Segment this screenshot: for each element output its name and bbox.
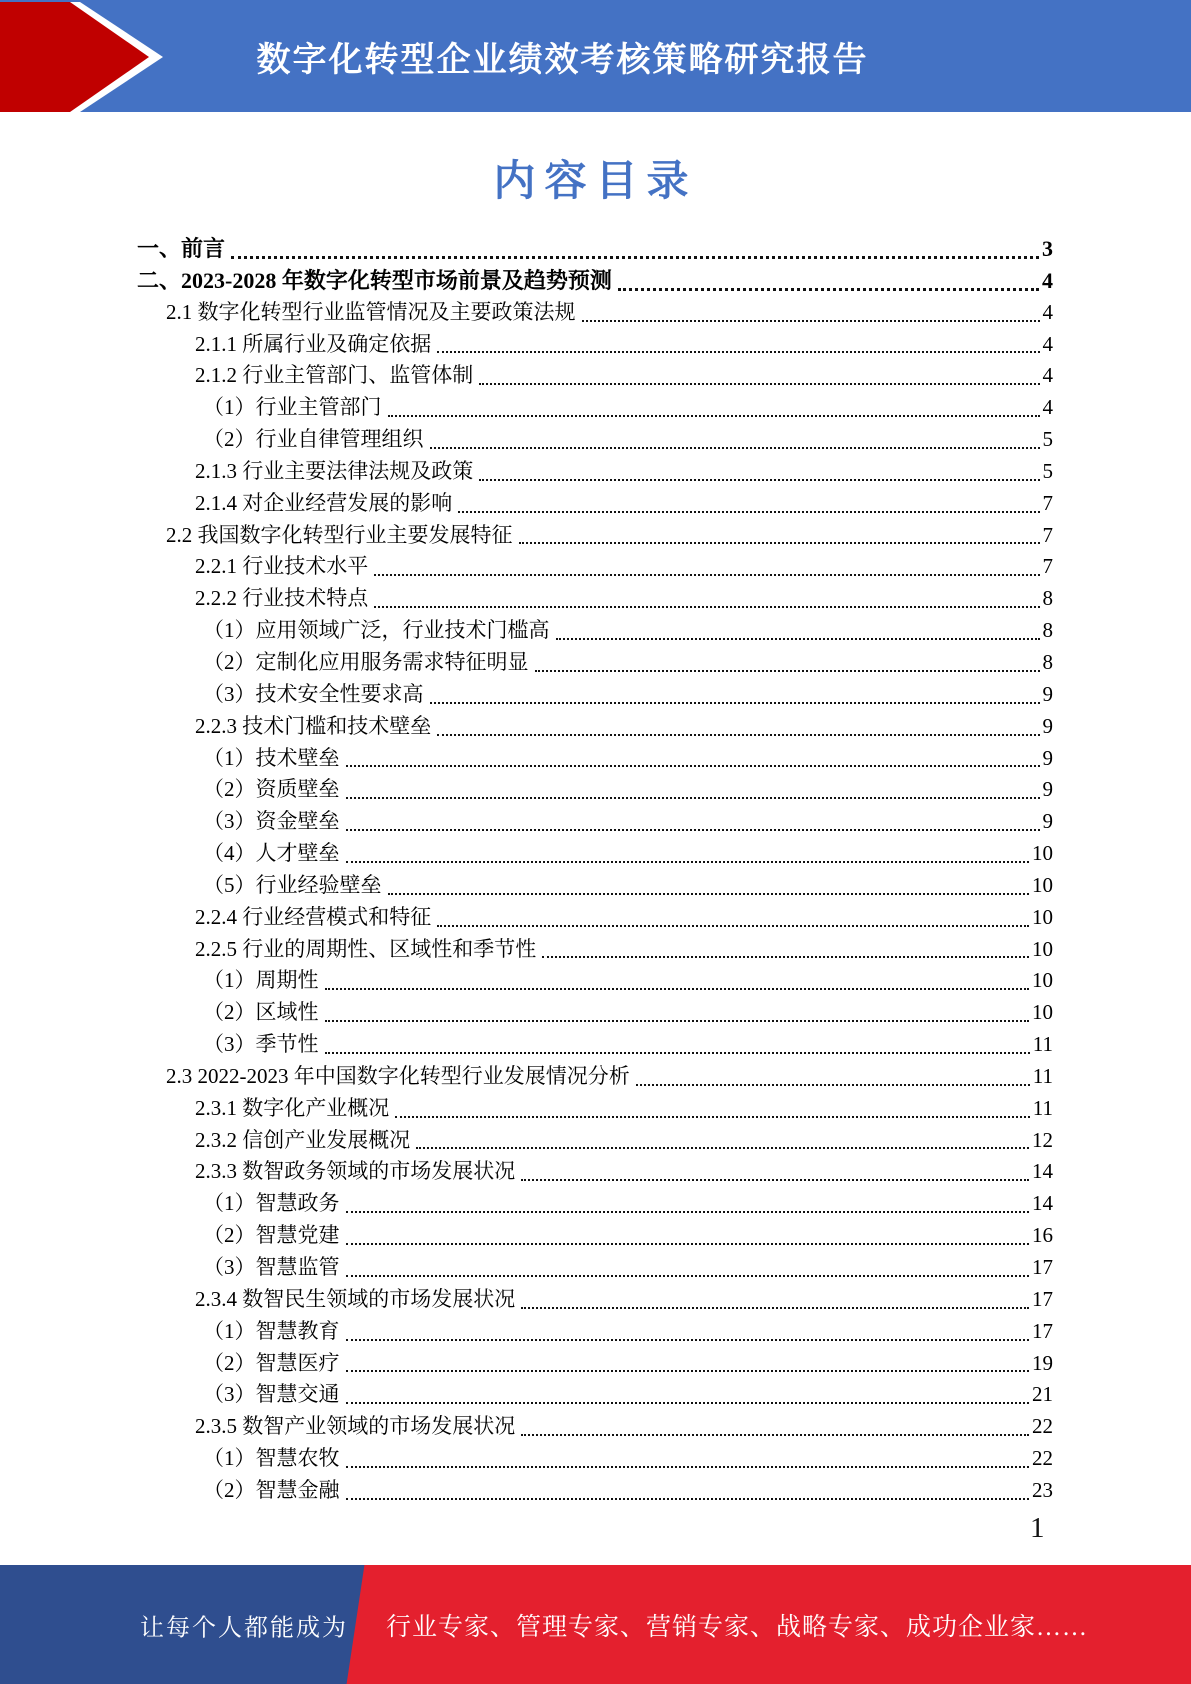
toc-entry[interactable]	[0, 1411, 1053, 1443]
toc-entry[interactable]	[0, 1188, 1053, 1220]
dotted-leader	[479, 479, 1039, 481]
dotted-leader	[325, 1020, 1030, 1022]
toc-entry[interactable]	[0, 392, 1053, 424]
toc-entry-label: 2.3 2022-2023 年中国数字化转型行业发展情况分析	[166, 1063, 630, 1088]
toc-entry-label: 2.3.3 数智政务领域的市场发展状况	[195, 1159, 516, 1184]
toc-entry[interactable]	[0, 1061, 1053, 1093]
dotted-leader	[437, 351, 1039, 353]
dotted-leader	[542, 956, 1029, 958]
toc-entry-page: 10	[1032, 841, 1053, 866]
toc-entry[interactable]	[0, 1348, 1053, 1380]
dotted-leader	[346, 765, 1040, 767]
footer-banner	[0, 1565, 1191, 1684]
report-header-bar	[0, 0, 1191, 112]
toc-entry[interactable]	[0, 1093, 1053, 1125]
toc-entry[interactable]	[0, 1220, 1053, 1252]
toc-entry[interactable]	[0, 1379, 1053, 1411]
dotted-leader	[325, 1052, 1030, 1054]
dotted-leader	[416, 1147, 1029, 1149]
toc-entry-page: 14	[1032, 1159, 1053, 1184]
toc-entry-page: 4	[1042, 363, 1053, 388]
dotted-leader	[618, 288, 1039, 291]
dotted-leader	[346, 1211, 1030, 1213]
dotted-leader	[346, 1402, 1030, 1404]
toc-entry-page: 9	[1042, 681, 1053, 706]
toc-entry[interactable]	[0, 774, 1053, 806]
toc-entry[interactable]	[0, 520, 1053, 552]
toc-entry-label: （1）应用领域广泛，行业技术门槛高	[203, 618, 550, 643]
toc-entry-label: 2.2.4 行业经营模式和特征	[195, 904, 432, 929]
toc-entry-page: 4	[1042, 395, 1053, 420]
dotted-leader	[430, 702, 1040, 704]
toc-entry-label: 2.1 数字化转型行业监管情况及主要政策法规	[166, 299, 576, 324]
toc-entry-label: （3）技术安全性要求高	[203, 681, 424, 706]
dotted-leader	[374, 606, 1039, 608]
toc-entry-page: 17	[1032, 1318, 1053, 1343]
toc-entry[interactable]	[0, 297, 1053, 329]
toc-entry-page: 7	[1042, 490, 1053, 515]
footer-slogan-left: 让每个人都能成为	[140, 1615, 348, 1641]
toc-entry[interactable]	[0, 870, 1053, 902]
toc-entry-page: 14	[1032, 1191, 1053, 1216]
report-title: 数字化转型企业绩效考核策略研究报告	[256, 40, 869, 79]
toc-entry[interactable]	[0, 1252, 1053, 1284]
dotted-leader	[535, 670, 1040, 672]
toc-entry[interactable]	[0, 934, 1053, 966]
toc-entry-label: 2.3.2 信创产业发展概况	[195, 1127, 411, 1152]
toc-entry-page: 5	[1042, 458, 1053, 483]
toc-entry-page: 10	[1032, 968, 1053, 993]
toc-entry-page: 22	[1032, 1414, 1053, 1439]
toc-entry-label: （2）智慧医疗	[203, 1350, 340, 1375]
dotted-leader	[346, 1498, 1030, 1500]
toc-entry-label: 2.1.3 行业主要法律法规及政策	[195, 458, 474, 483]
dotted-leader	[374, 574, 1039, 576]
toc-entry-page: 9	[1042, 777, 1053, 802]
toc-entry-label: （2）定制化应用服务需求特征明显	[203, 649, 529, 674]
toc-entry-label: 2.3.4 数智民生领域的市场发展状况	[195, 1286, 516, 1311]
toc-entry-page: 10	[1032, 872, 1053, 897]
toc-entry[interactable]	[0, 743, 1053, 775]
toc-entry[interactable]	[0, 1475, 1053, 1507]
dotted-leader	[325, 988, 1030, 990]
toc-entry-label: （2）资质壁垒	[203, 777, 340, 802]
dotted-leader	[346, 1370, 1030, 1372]
toc-entry-page: 5	[1042, 427, 1053, 452]
toc-entry-page: 8	[1042, 586, 1053, 611]
toc-entry-page: 10	[1032, 1000, 1053, 1025]
toc-entry-label: （1）智慧政务	[203, 1191, 340, 1216]
toc-entry[interactable]	[0, 360, 1053, 392]
toc-entry[interactable]	[0, 902, 1053, 934]
dotted-leader	[346, 1466, 1030, 1468]
toc-entry[interactable]	[0, 1029, 1053, 1061]
toc-entry[interactable]	[0, 1125, 1053, 1157]
dotted-leader	[479, 383, 1039, 385]
dotted-leader	[519, 542, 1040, 544]
toc-entry-page: 11	[1032, 1095, 1053, 1120]
toc-entry-page: 4	[1042, 267, 1053, 293]
toc-entry-page: 3	[1042, 236, 1053, 261]
dotted-leader	[458, 511, 1039, 513]
toc-heading: 内容目录	[493, 159, 698, 205]
toc-entry[interactable]	[0, 647, 1053, 679]
toc-entry-label: （3）季节性	[203, 1032, 319, 1057]
dotted-leader	[636, 1084, 1030, 1086]
dotted-leader	[388, 893, 1030, 895]
toc-entry-label: （2）行业自律管理组织	[203, 427, 424, 452]
dotted-leader	[388, 415, 1040, 417]
toc-entry-label: 2.2.2 行业技术特点	[195, 586, 369, 611]
toc-entry-page: 8	[1042, 618, 1053, 643]
toc-entry-label: （4）人才壁垒	[203, 841, 340, 866]
dotted-leader	[521, 1179, 1029, 1181]
toc-entry-label: （1）行业主管部门	[203, 395, 382, 420]
toc-entry[interactable]	[0, 1443, 1053, 1475]
toc-entry-page: 11	[1032, 1032, 1053, 1057]
toc-entry[interactable]	[0, 1284, 1053, 1316]
toc-entry[interactable]	[0, 424, 1053, 456]
toc-entry-page: 19	[1032, 1350, 1053, 1375]
toc-entry-label: （2）智慧党建	[203, 1223, 340, 1248]
toc-entry-page: 17	[1032, 1255, 1053, 1279]
toc-entry-page: 4	[1042, 331, 1053, 356]
dotted-leader	[346, 1275, 1030, 1277]
toc-entry-label: 二、2023-2028 年数字化转型市场前景及趋势预测	[137, 267, 612, 293]
toc-entry[interactable]	[0, 583, 1053, 615]
toc-entry-label: 2.2 我国数字化转型行业主要发展特征	[166, 522, 513, 547]
toc-entry-label: 2.2.5 行业的周期性、区域性和季节性	[195, 936, 537, 961]
toc-entry-page: 9	[1042, 809, 1053, 834]
toc-entry-page: 8	[1042, 649, 1053, 674]
dotted-leader	[346, 1243, 1030, 1245]
dotted-leader	[231, 256, 1039, 259]
toc-entry-label: 2.2.1 行业技术水平	[195, 554, 369, 579]
table-of-contents	[0, 233, 1053, 1507]
toc-entry-page: 12	[1032, 1127, 1053, 1152]
toc-entry-label: （3）资金壁垒	[203, 809, 340, 834]
dotted-leader	[346, 829, 1040, 831]
toc-entry-label: （3）智慧交通	[203, 1382, 340, 1407]
toc-entry-label: 2.3.1 数字化产业概况	[195, 1095, 390, 1120]
toc-entry-label: 一、前言	[137, 236, 226, 261]
dotted-leader	[346, 797, 1040, 799]
footer-slogan-right: 行业专家、管理专家、营销专家、战略专家、成功企业家……	[386, 1613, 1089, 1641]
dotted-leader	[437, 734, 1039, 736]
toc-entry-page: 21	[1032, 1382, 1053, 1407]
toc-entry-label: 2.1.1 所属行业及确定依据	[195, 331, 432, 356]
toc-entry-label: 2.2.3 技术门槛和技术壁垒	[195, 713, 432, 738]
toc-entry-page: 7	[1042, 522, 1053, 547]
dotted-leader	[437, 925, 1029, 927]
toc-entry[interactable]	[0, 265, 1053, 297]
toc-entry[interactable]	[0, 615, 1053, 647]
toc-entry-label: （3）智慧监管	[203, 1255, 340, 1279]
toc-entry-page: 9	[1042, 713, 1053, 738]
toc-entry-label: （2）区域性	[203, 1000, 319, 1025]
toc-entry-label: （1）周期性	[203, 968, 319, 993]
dotted-leader	[395, 1116, 1030, 1118]
dotted-leader	[521, 1434, 1029, 1436]
toc-entry[interactable]	[0, 329, 1053, 361]
toc-entry-page: 11	[1032, 1063, 1053, 1088]
toc-entry-label: （1）技术壁垒	[203, 745, 340, 770]
toc-entry-page: 4	[1042, 299, 1053, 324]
toc-entry-label: 2.1.4 对企业经营发展的影响	[195, 490, 453, 515]
toc-entry[interactable]	[0, 551, 1053, 583]
dotted-leader	[430, 447, 1040, 449]
toc-entry[interactable]	[0, 233, 1053, 265]
dotted-leader	[556, 638, 1040, 640]
dotted-leader	[521, 1307, 1029, 1309]
toc-entry-label: （2）智慧金融	[203, 1477, 340, 1502]
dotted-leader	[346, 861, 1030, 863]
toc-entry-page: 7	[1042, 554, 1053, 579]
toc-entry[interactable]	[0, 679, 1053, 711]
toc-entry-page: 23	[1032, 1477, 1053, 1502]
toc-entry[interactable]	[0, 806, 1053, 838]
toc-entry[interactable]	[0, 997, 1053, 1029]
toc-entry-page: 17	[1032, 1286, 1053, 1311]
dotted-leader	[346, 1339, 1030, 1341]
toc-entry-page: 22	[1032, 1446, 1053, 1471]
toc-entry-page: 10	[1032, 936, 1053, 961]
toc-entry[interactable]	[0, 838, 1053, 870]
toc-entry[interactable]	[0, 488, 1053, 520]
toc-entry-page: 16	[1032, 1223, 1053, 1248]
toc-entry-label: 2.3.5 数智产业领域的市场发展状况	[195, 1414, 516, 1439]
toc-entry-page: 10	[1032, 904, 1053, 929]
toc-entry-page: 9	[1042, 745, 1053, 770]
toc-entry-label: 2.1.2 行业主管部门、监管体制	[195, 363, 474, 388]
toc-entry-label: （5）行业经验壁垒	[203, 872, 382, 897]
toc-entry[interactable]	[0, 965, 1053, 997]
toc-entry[interactable]	[0, 456, 1053, 488]
toc-entry-label: （1）智慧农牧	[203, 1446, 340, 1471]
toc-entry[interactable]	[0, 1316, 1053, 1348]
toc-entry[interactable]	[0, 711, 1053, 743]
page-number: 1	[1030, 1512, 1045, 1544]
dotted-leader	[582, 320, 1040, 322]
toc-entry[interactable]	[0, 1156, 1053, 1188]
toc-entry-label: （1）智慧教育	[203, 1318, 340, 1343]
